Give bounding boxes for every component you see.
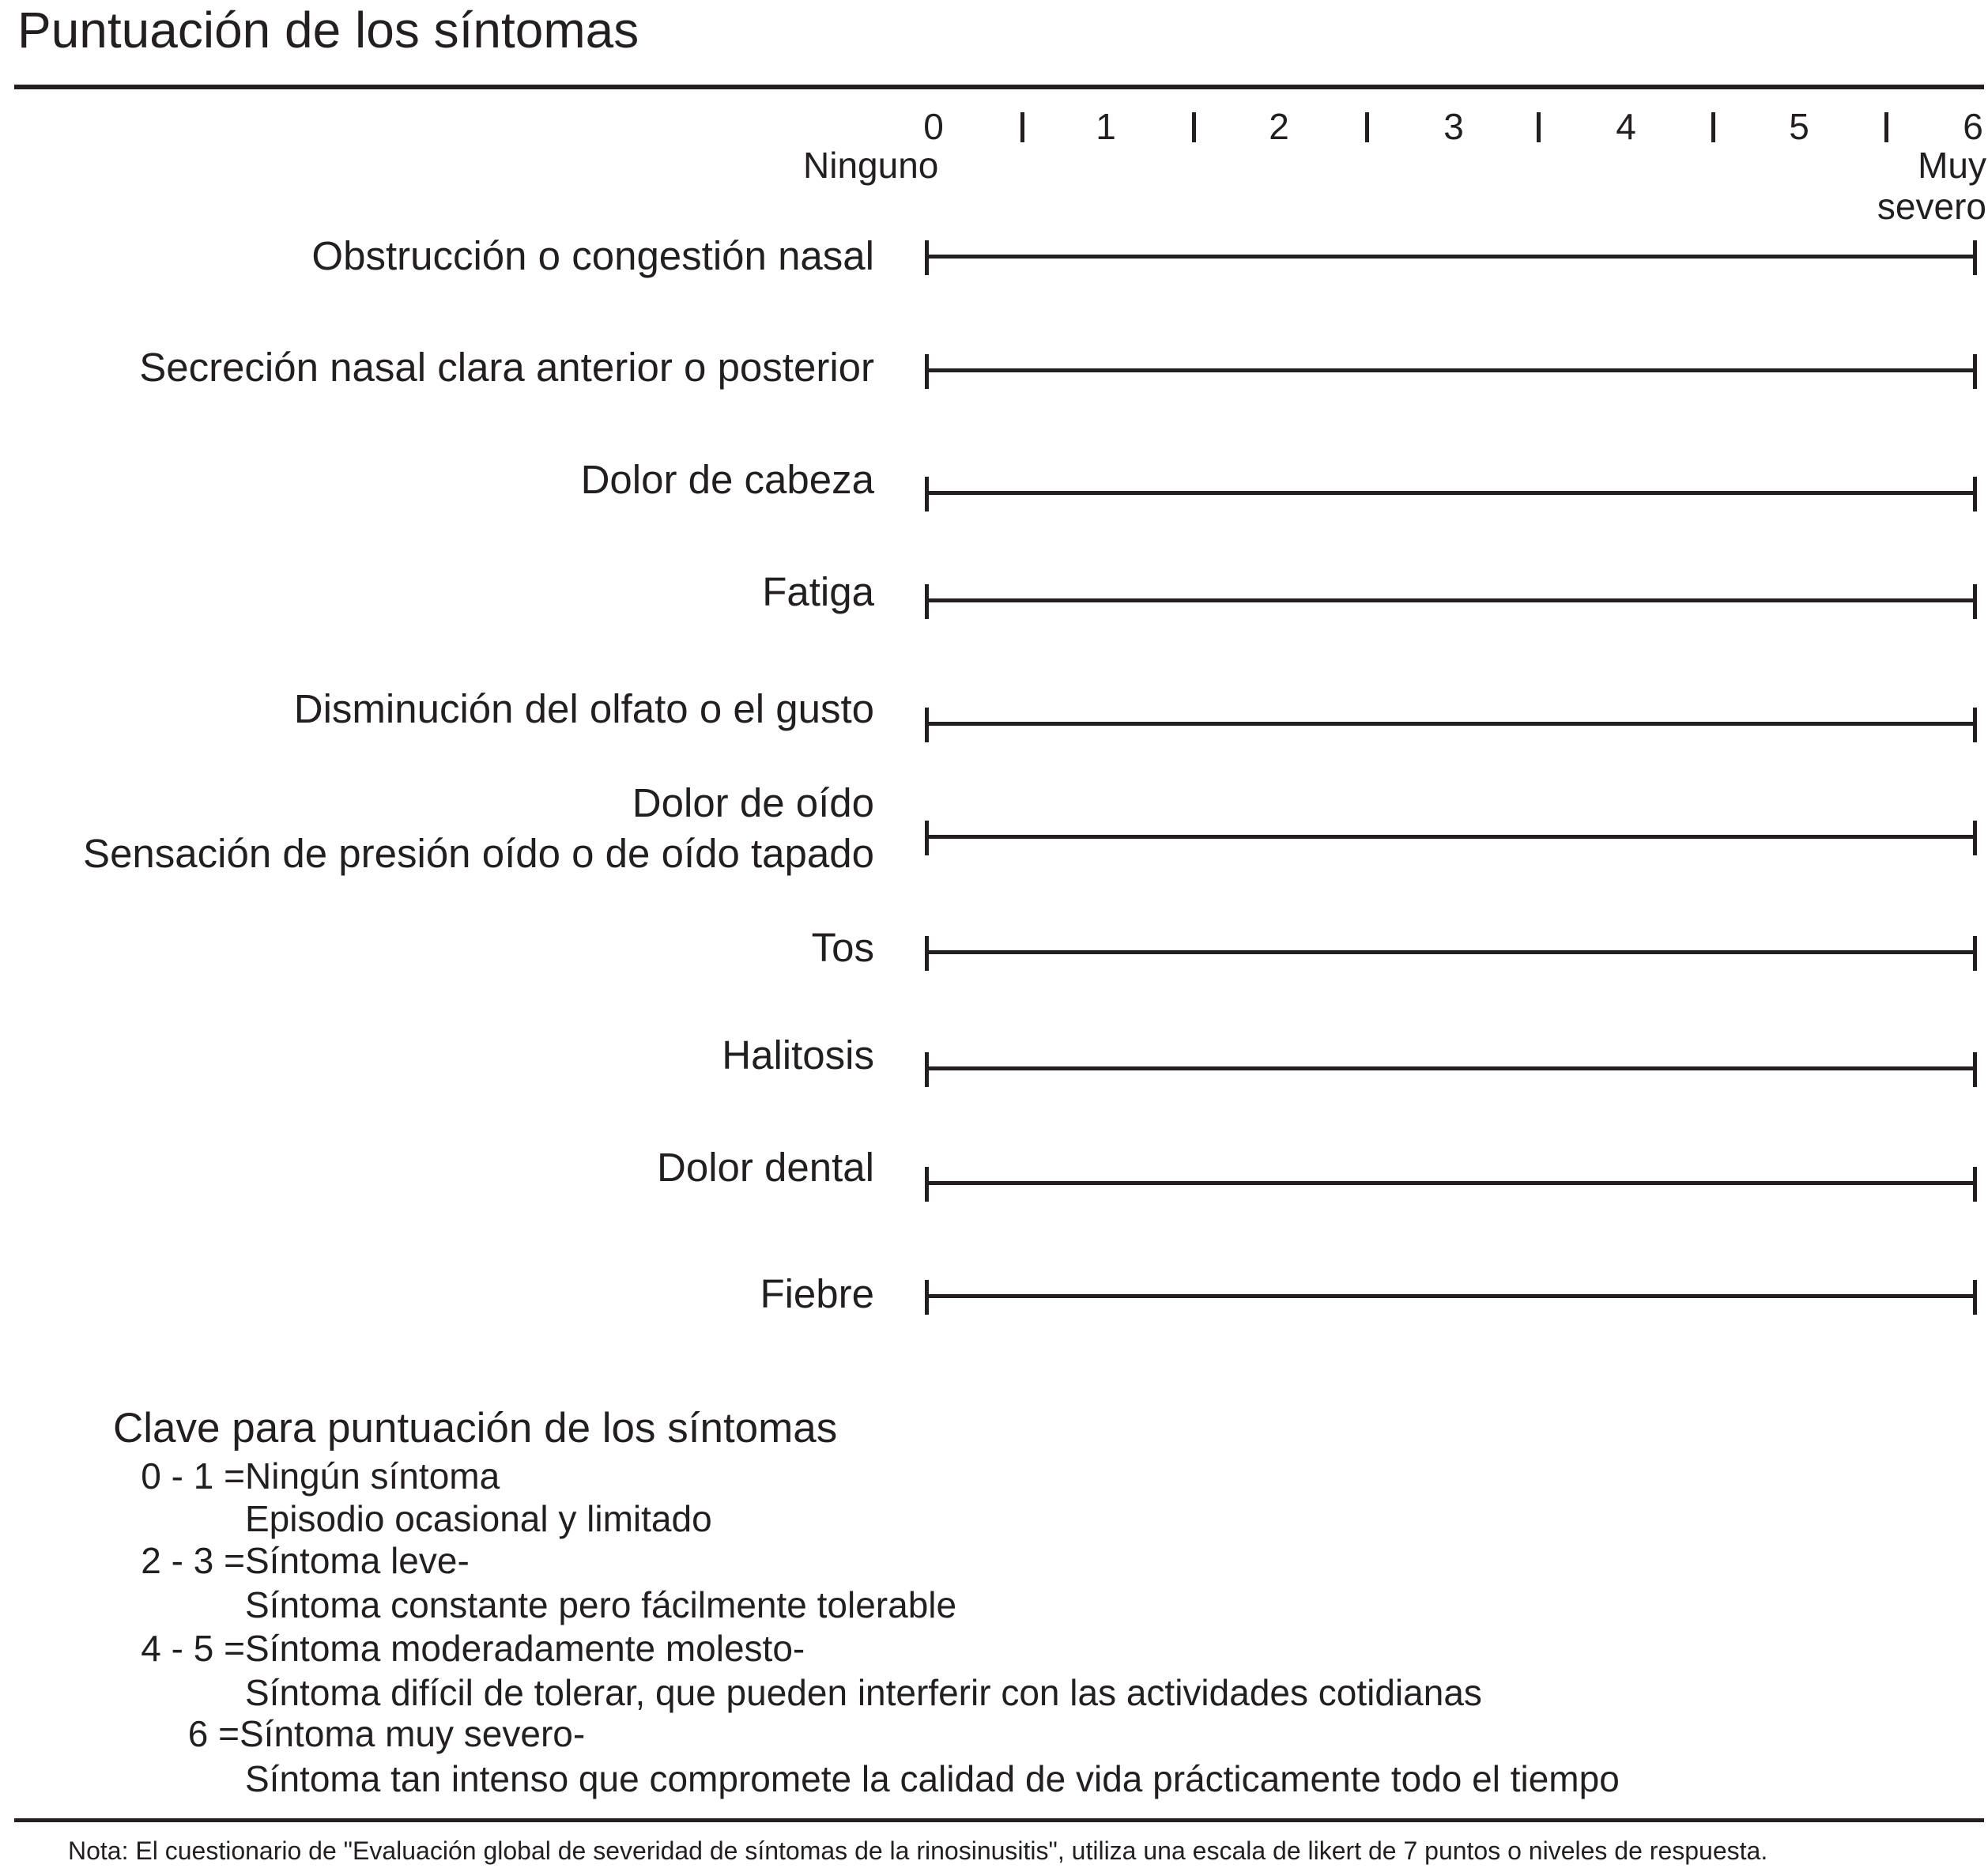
symptom-label: Dolor dental	[657, 1145, 874, 1190]
symptom-label: Secreción nasal clara anterior o posterior	[139, 345, 874, 390]
symptom-label: Tos	[811, 925, 874, 970]
symptom-label	[83, 778, 874, 879]
scale-tick-4: 4	[1616, 106, 1636, 147]
top-rule	[14, 85, 1984, 89]
symptom-label: Disminución del olfato o el gusto	[293, 686, 874, 731]
rating-scale-line[interactable]	[925, 1181, 1977, 1185]
key-entry-description: Episodio ocasional y limitado	[245, 1498, 712, 1539]
rating-scale-line[interactable]	[925, 1066, 1977, 1070]
scale-tick-2: 2	[1269, 106, 1289, 147]
scale-tick-6: 6	[1963, 106, 1983, 147]
key-entry-range: 0 - 1 =	[141, 1455, 245, 1497]
scale-separator	[1192, 112, 1196, 142]
symptom-label: Dolor de cabeza	[580, 457, 874, 502]
scale-end-tick	[1973, 584, 1977, 619]
scale-end-tick	[1973, 708, 1977, 742]
scale-end-tick	[1973, 354, 1977, 389]
key-entry-range: 6 =	[187, 1713, 240, 1754]
rating-scale-line[interactable]	[925, 255, 1977, 259]
rating-scale-line[interactable]	[925, 598, 1977, 602]
scale-end-tick	[1973, 1280, 1977, 1315]
symptom-label: Halitosis	[722, 1032, 874, 1078]
rating-scale-line[interactable]	[925, 722, 1977, 726]
symptom-label: Obstrucción o congestión nasal	[311, 233, 874, 278]
key-entry-description: Síntoma constante pero fácilmente tolerable	[245, 1584, 957, 1625]
symptom-label-line1: Dolor de oído	[632, 780, 874, 825]
symptom-label: Fiebre	[760, 1271, 874, 1316]
scale-separator	[1020, 112, 1024, 142]
key-entry-term: Ningún síntoma	[245, 1455, 500, 1497]
scale-end-tick	[1973, 936, 1977, 971]
key-title: Clave para puntuación de los síntomas	[113, 1405, 838, 1451]
bottom-rule	[14, 1818, 1984, 1822]
footnote: Nota: El cuestionario de "Evaluación global de severidad de síntomas de la rinosinusitis", utiliza una escala de likert de 7 puntos o niveles de respuesta.	[68, 1836, 1768, 1865]
rating-scale-line[interactable]	[925, 368, 1977, 372]
scale-end-tick	[1973, 240, 1977, 275]
rating-scale-line[interactable]	[925, 491, 1977, 495]
scale-tick-5: 5	[1789, 106, 1809, 147]
key-entry-term: Síntoma moderadamente molesto-	[245, 1628, 805, 1669]
scale-end-tick	[1973, 821, 1977, 855]
scale-tick-0: 0	[923, 106, 944, 147]
rating-scale-line[interactable]	[925, 1294, 1977, 1298]
scale-separator	[1365, 112, 1369, 142]
scale-max-label-line2: severo	[1877, 186, 1986, 227]
scale-end-tick	[1973, 477, 1977, 511]
scale-end-tick	[1973, 1167, 1977, 1202]
symptom-label: Fatiga	[762, 569, 874, 614]
key-entry-term: Síntoma muy severo-	[240, 1713, 586, 1754]
key-entry-description: Síntoma difícil de tolerar, que pueden interferir con las actividades cotidianas	[245, 1672, 1482, 1713]
key-entry-description: Síntoma tan intenso que compromete la calidad de vida prácticamente todo el tiempo	[245, 1758, 1620, 1799]
scale-separator	[1537, 112, 1541, 142]
scale-min-label: Ninguno	[803, 145, 939, 186]
scale-separator	[1884, 112, 1888, 142]
scale-max-label-line1: Muy	[1918, 145, 1986, 186]
rating-scale-line[interactable]	[925, 950, 1977, 954]
key-entry-range: 4 - 5 =	[141, 1628, 245, 1669]
scale-separator	[1711, 112, 1715, 142]
key-entry-term: Síntoma leve-	[245, 1540, 470, 1581]
key-entry-range: 2 - 3 =	[141, 1540, 245, 1581]
symptom-label-line2: Sensación de presión oído o de oído tapado	[83, 831, 874, 876]
scale-end-tick	[1973, 1052, 1977, 1087]
rating-scale-line[interactable]	[925, 835, 1977, 839]
scale-tick-1: 1	[1096, 106, 1116, 147]
scale-max-label	[1877, 145, 1986, 227]
page-title: Puntuación de los síntomas	[17, 2, 639, 59]
scale-tick-3: 3	[1443, 106, 1464, 147]
